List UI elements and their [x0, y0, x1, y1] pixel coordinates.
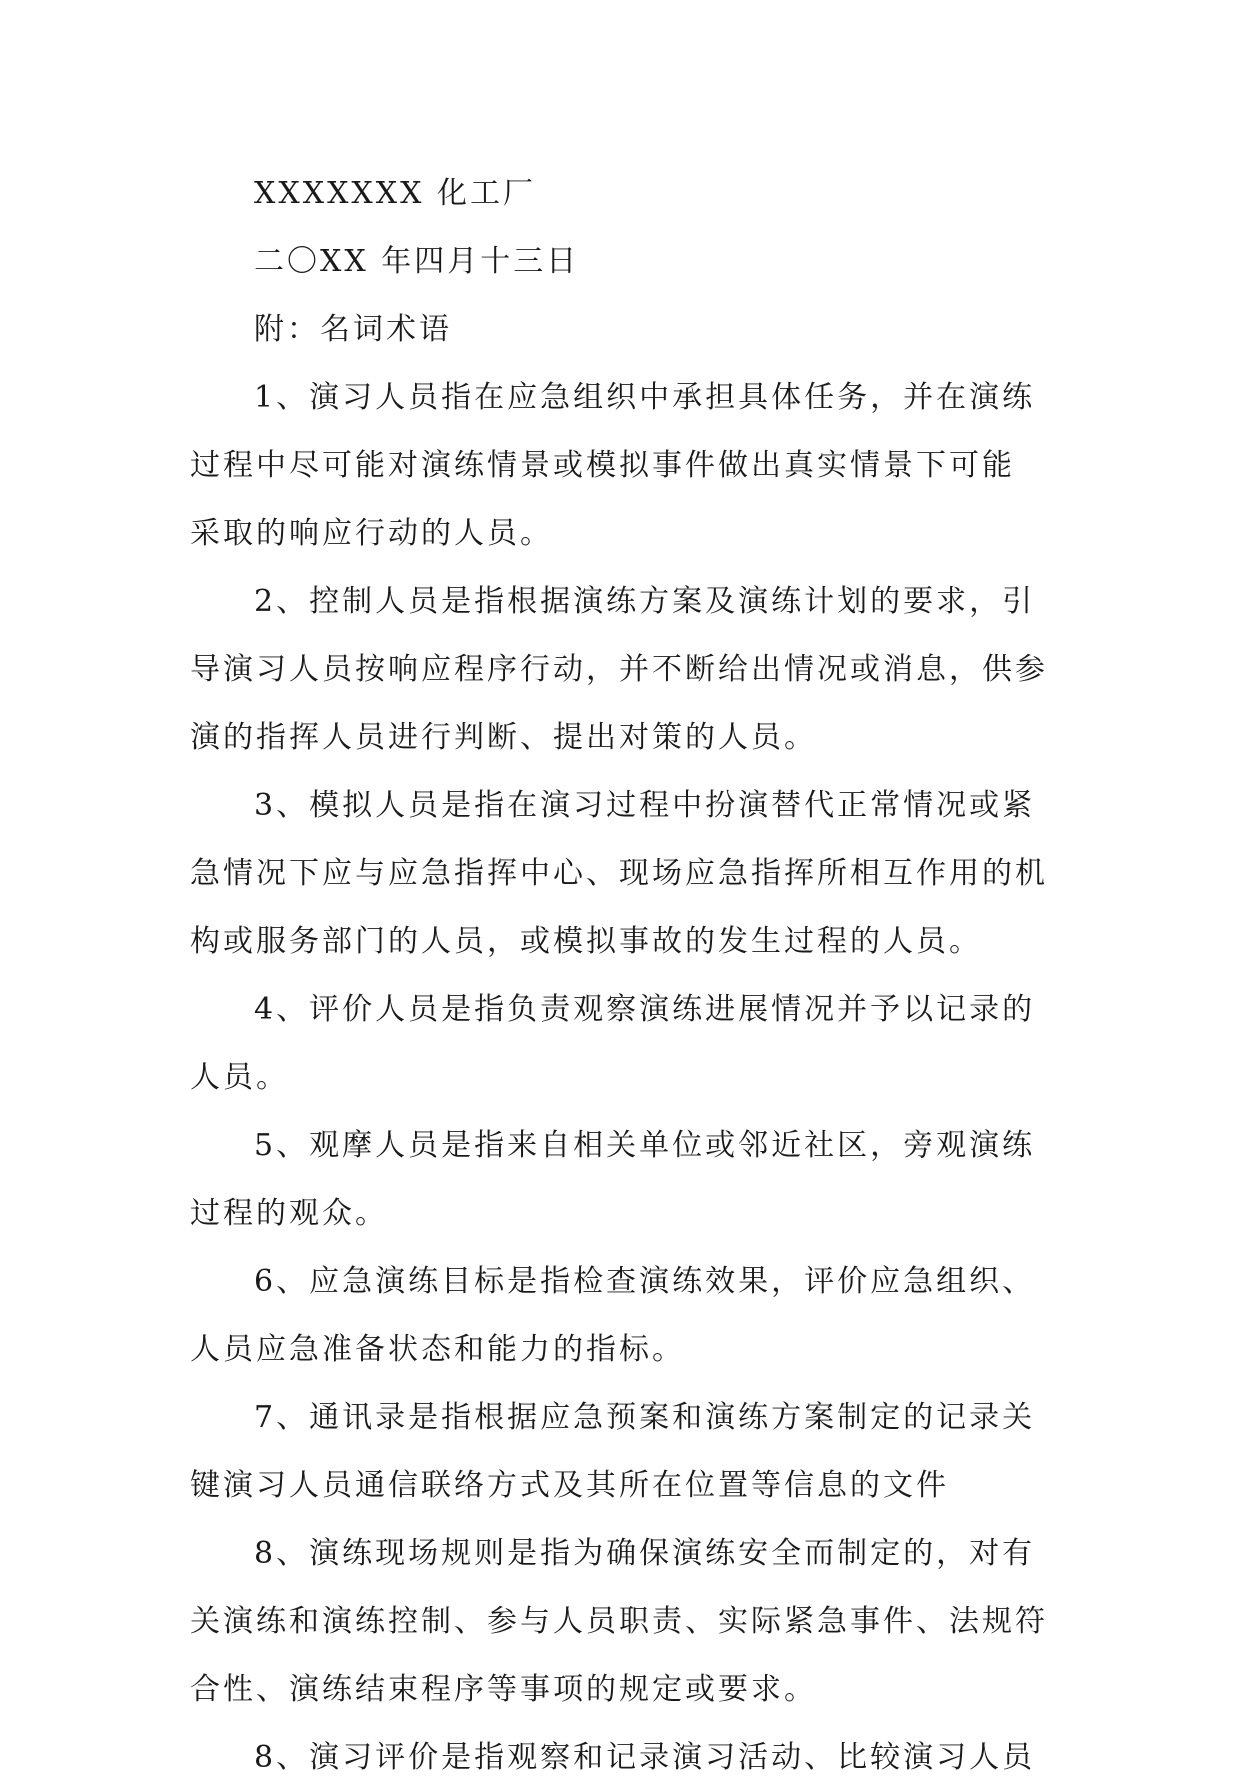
term-line: 3、模拟人员是指在演习过程中扮演替代正常情况或紧	[254, 788, 1036, 823]
term-item-6	[190, 1248, 1052, 1384]
term-line: 6、应急演练目标是指检查演练效果，评价应急组织、	[254, 1264, 1036, 1299]
term-line: 5、观摩人员是指来自相关单位或邻近社区，旁观演练	[254, 1128, 1036, 1163]
term-line: 2、控制人员是指根据演练方案及演练计划的要求，引	[254, 584, 1036, 619]
term-item-8	[190, 1520, 1052, 1724]
term-line: 1、演习人员指在应急组织中承担具体任务，并在演练	[254, 380, 1036, 415]
term-line: 急情况下应与应急指挥中心、现场应急指挥所相互作用的机	[190, 856, 1048, 891]
term-item-9	[190, 1724, 1052, 1792]
term-line: 键演习人员通信联络方式及其所在位置等信息的文件	[190, 1468, 949, 1503]
term-item-1	[190, 364, 1052, 568]
term-line: 导演习人员按响应程序行动，并不断给出情况或消息，供参	[190, 652, 1048, 687]
term-line: 演的指挥人员进行判断、提出对策的人员。	[190, 720, 817, 755]
term-line: 4、评价人员是指负责观察演练进展情况并予以记录的	[254, 992, 1036, 1027]
term-line: 8、演习评价是指观察和记录演习活动、比较演习人员	[254, 1740, 1036, 1775]
term-line: 人员。	[190, 1060, 289, 1095]
term-item-7	[190, 1384, 1052, 1520]
term-item-3	[190, 772, 1052, 976]
term-line: 过程的观众。	[190, 1196, 388, 1231]
term-line: 7、通讯录是指根据应急预案和演练方案制定的记录关	[254, 1400, 1036, 1435]
term-line: 采取的响应行动的人员。	[190, 516, 553, 551]
term-line: 人员应急准备状态和能力的指标。	[190, 1332, 685, 1367]
document-page	[190, 160, 1052, 1792]
term-line: 合性、演练结束程序等事项的规定或要求。	[190, 1672, 817, 1707]
term-line: 构或服务部门的人员，或模拟事故的发生过程的人员。	[190, 924, 982, 959]
term-line: 8、演练现场规则是指为确保演练安全而制定的，对有	[254, 1536, 1036, 1571]
term-line: 关演练和演练控制、参与人员职责、实际紧急事件、法规符	[190, 1604, 1048, 1639]
company-name: XXXXXXX 化工厂	[254, 176, 537, 211]
term-item-2	[190, 568, 1052, 772]
term-line: 过程中尽可能对演练情景或模拟事件做出真实情景下可能	[190, 448, 1015, 483]
appendix-title: 附：名词术语	[254, 312, 452, 347]
term-item-5	[190, 1112, 1052, 1248]
term-item-4	[190, 976, 1052, 1112]
document-date: 二〇XX 年四月十三日	[254, 244, 580, 279]
